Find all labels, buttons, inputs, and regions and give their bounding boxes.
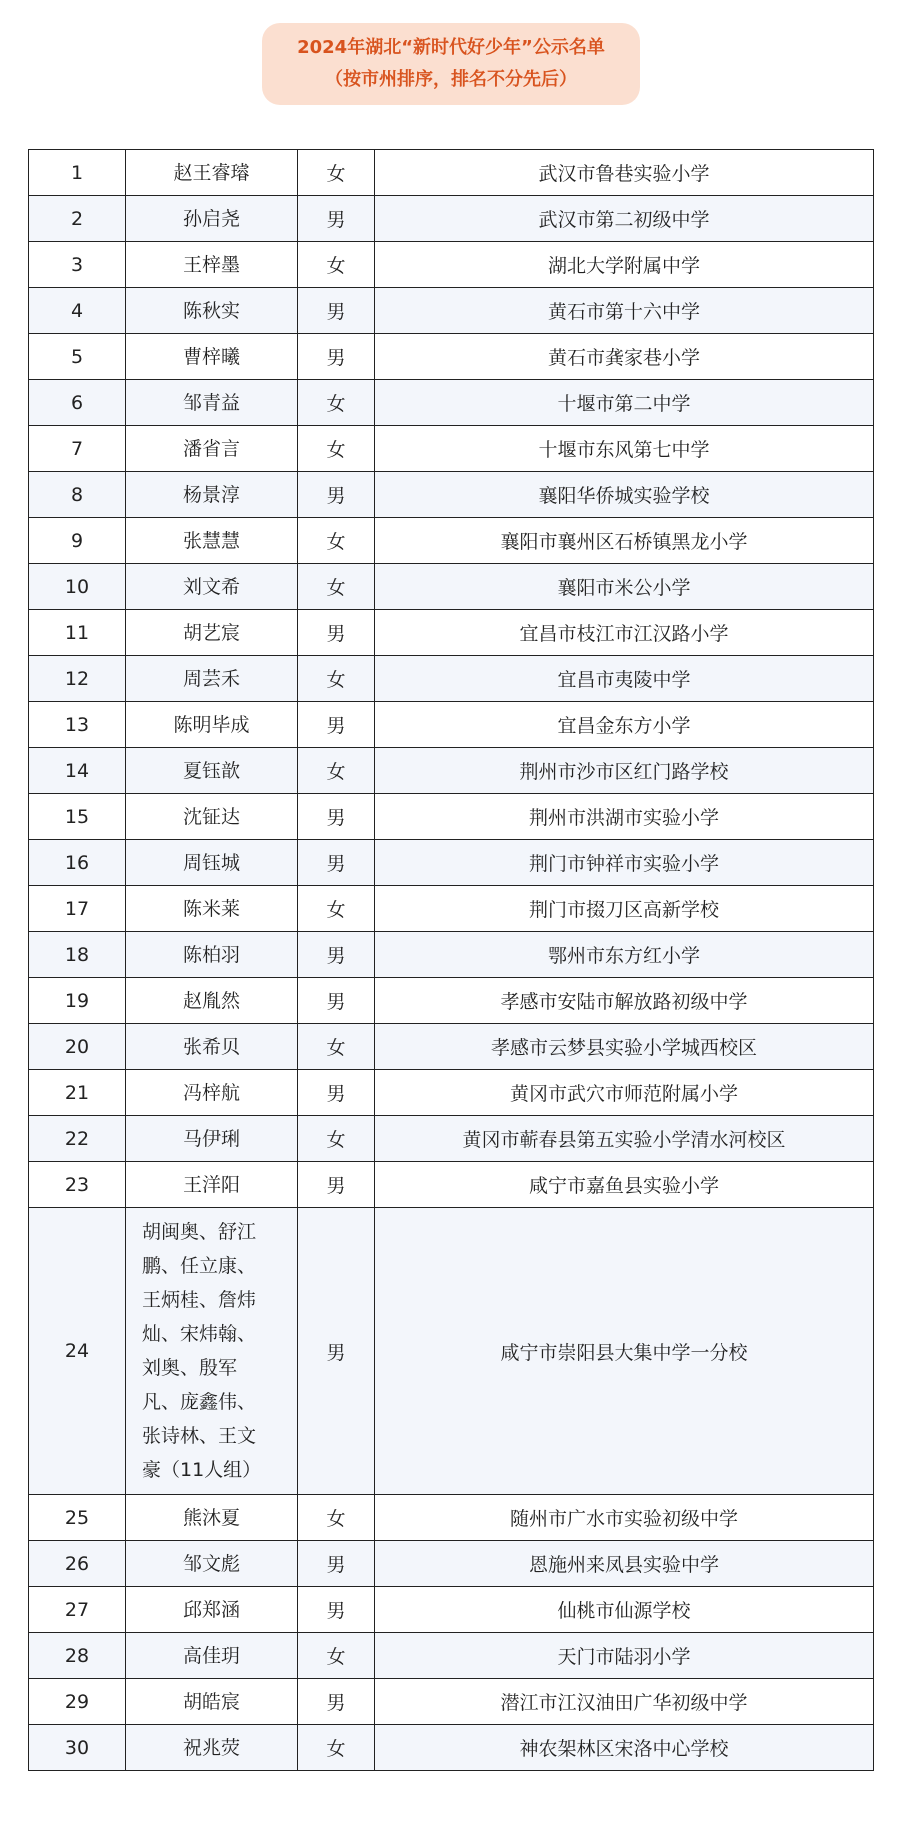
student-school: 仙桃市仙源学校 bbox=[375, 1587, 874, 1633]
table-row bbox=[29, 656, 874, 702]
student-gender: 女 bbox=[298, 380, 375, 426]
row-number: 12 bbox=[29, 656, 126, 702]
student-school: 襄阳市米公小学 bbox=[375, 564, 874, 610]
row-number: 10 bbox=[29, 564, 126, 610]
student-gender: 男 bbox=[298, 932, 375, 978]
student-school: 鄂州市东方红小学 bbox=[375, 932, 874, 978]
table-row bbox=[29, 1725, 874, 1771]
student-name-line: 灿、宋炜翰、 bbox=[142, 1323, 257, 1345]
student-gender: 男 bbox=[298, 196, 375, 242]
student-gender: 男 bbox=[298, 840, 375, 886]
table-row bbox=[29, 1633, 874, 1679]
student-gender: 女 bbox=[298, 1725, 375, 1771]
student-gender: 女 bbox=[298, 1024, 375, 1070]
table-row bbox=[29, 978, 874, 1024]
student-name: 周芸禾 bbox=[126, 656, 298, 702]
student-name: 潘省言 bbox=[126, 426, 298, 472]
student-name: 马伊琍 bbox=[126, 1116, 298, 1162]
student-name: 陈米莱 bbox=[126, 886, 298, 932]
student-school: 宜昌市枝江市江汉路小学 bbox=[375, 610, 874, 656]
row-number: 26 bbox=[29, 1541, 126, 1587]
student-gender: 女 bbox=[298, 1116, 375, 1162]
table-row bbox=[29, 426, 874, 472]
student-school: 荆门市掇刀区高新学校 bbox=[375, 886, 874, 932]
student-gender: 男 bbox=[298, 288, 375, 334]
student-name: 高佳玥 bbox=[126, 1633, 298, 1679]
student-name: 周钰城 bbox=[126, 840, 298, 886]
row-number: 19 bbox=[29, 978, 126, 1024]
row-number: 22 bbox=[29, 1116, 126, 1162]
row-number: 6 bbox=[29, 380, 126, 426]
student-name: 陈秋实 bbox=[126, 288, 298, 334]
student-school: 天门市陆羽小学 bbox=[375, 1633, 874, 1679]
student-name: 邹青益 bbox=[126, 380, 298, 426]
roster-table bbox=[28, 149, 874, 1771]
page-title: 2024年湖北“新时代好少年”公示名单 bbox=[297, 37, 605, 58]
student-school: 襄阳市襄州区石桥镇黑龙小学 bbox=[375, 518, 874, 564]
student-gender: 女 bbox=[298, 150, 375, 196]
student-school: 黄石市第十六中学 bbox=[375, 288, 874, 334]
student-name-line: 张诗林、王文 bbox=[142, 1425, 257, 1447]
student-gender: 男 bbox=[298, 1208, 375, 1495]
student-school: 孝感市云梦县实验小学城西校区 bbox=[375, 1024, 874, 1070]
student-gender: 女 bbox=[298, 564, 375, 610]
student-school: 十堰市东风第七中学 bbox=[375, 426, 874, 472]
student-name: 杨景淳 bbox=[126, 472, 298, 518]
student-gender: 女 bbox=[298, 656, 375, 702]
student-gender: 女 bbox=[298, 748, 375, 794]
table-row bbox=[29, 1070, 874, 1116]
student-name: 沈钲达 bbox=[126, 794, 298, 840]
row-number: 4 bbox=[29, 288, 126, 334]
student-school: 神农架林区宋洛中心学校 bbox=[375, 1725, 874, 1771]
student-name: 孙启尧 bbox=[126, 196, 298, 242]
student-name-line: 王炳桂、詹炜 bbox=[142, 1289, 257, 1311]
row-number: 11 bbox=[29, 610, 126, 656]
row-number: 18 bbox=[29, 932, 126, 978]
student-name bbox=[126, 1208, 298, 1495]
roster-body bbox=[29, 150, 874, 1771]
table-row bbox=[29, 748, 874, 794]
table-row bbox=[29, 1208, 874, 1495]
row-number: 29 bbox=[29, 1679, 126, 1725]
student-gender: 女 bbox=[298, 1633, 375, 1679]
student-gender: 男 bbox=[298, 1541, 375, 1587]
table-row bbox=[29, 1541, 874, 1587]
table-row bbox=[29, 840, 874, 886]
student-school: 十堰市第二中学 bbox=[375, 380, 874, 426]
student-name: 张希贝 bbox=[126, 1024, 298, 1070]
table-row bbox=[29, 1495, 874, 1541]
student-gender: 男 bbox=[298, 334, 375, 380]
student-gender: 女 bbox=[298, 886, 375, 932]
table-row bbox=[29, 1162, 874, 1208]
student-school: 孝感市安陆市解放路初级中学 bbox=[375, 978, 874, 1024]
table-row bbox=[29, 1679, 874, 1725]
student-gender: 男 bbox=[298, 472, 375, 518]
student-gender: 男 bbox=[298, 1162, 375, 1208]
student-school: 宜昌金东方小学 bbox=[375, 702, 874, 748]
student-gender: 男 bbox=[298, 702, 375, 748]
student-name: 陈明毕成 bbox=[126, 702, 298, 748]
student-name: 夏钰歆 bbox=[126, 748, 298, 794]
student-name: 祝兆荧 bbox=[126, 1725, 298, 1771]
row-number: 30 bbox=[29, 1725, 126, 1771]
student-school: 湖北大学附属中学 bbox=[375, 242, 874, 288]
student-name: 王梓墨 bbox=[126, 242, 298, 288]
student-school: 武汉市鲁巷实验小学 bbox=[375, 150, 874, 196]
student-gender: 男 bbox=[298, 1587, 375, 1633]
page-subtitle: （按市州排序，排名不分先后） bbox=[325, 69, 577, 90]
row-number: 27 bbox=[29, 1587, 126, 1633]
row-number: 21 bbox=[29, 1070, 126, 1116]
student-school: 潜江市江汉油田广华初级中学 bbox=[375, 1679, 874, 1725]
student-name-line: 凡、庞鑫伟、 bbox=[142, 1391, 257, 1413]
table-row bbox=[29, 1587, 874, 1633]
row-number: 3 bbox=[29, 242, 126, 288]
row-number: 17 bbox=[29, 886, 126, 932]
student-school: 荆门市钟祥市实验小学 bbox=[375, 840, 874, 886]
table-row bbox=[29, 610, 874, 656]
student-school: 荆州市沙市区红门路学校 bbox=[375, 748, 874, 794]
student-name: 邹文彪 bbox=[126, 1541, 298, 1587]
table-row bbox=[29, 564, 874, 610]
student-name-line: 胡闽奥、舒江 bbox=[142, 1221, 257, 1243]
student-gender: 男 bbox=[298, 610, 375, 656]
student-name: 赵王睿璿 bbox=[126, 150, 298, 196]
student-name: 胡皓宸 bbox=[126, 1679, 298, 1725]
table-row bbox=[29, 1024, 874, 1070]
row-number: 15 bbox=[29, 794, 126, 840]
student-name-line: 鹏、任立康、 bbox=[142, 1255, 257, 1277]
table-row bbox=[29, 196, 874, 242]
student-name: 王洋阳 bbox=[126, 1162, 298, 1208]
table-row bbox=[29, 334, 874, 380]
table-row bbox=[29, 150, 874, 196]
student-school: 黄石市龚家巷小学 bbox=[375, 334, 874, 380]
student-school: 咸宁市嘉鱼县实验小学 bbox=[375, 1162, 874, 1208]
student-gender: 男 bbox=[298, 978, 375, 1024]
row-number: 2 bbox=[29, 196, 126, 242]
student-gender: 男 bbox=[298, 794, 375, 840]
student-name: 曹梓曦 bbox=[126, 334, 298, 380]
row-number: 28 bbox=[29, 1633, 126, 1679]
student-school: 襄阳华侨城实验学校 bbox=[375, 472, 874, 518]
row-number: 23 bbox=[29, 1162, 126, 1208]
table-row bbox=[29, 518, 874, 564]
row-number: 25 bbox=[29, 1495, 126, 1541]
table-row bbox=[29, 380, 874, 426]
student-name-line: 豪（11人组） bbox=[142, 1459, 262, 1481]
student-name: 赵胤然 bbox=[126, 978, 298, 1024]
student-school: 武汉市第二初级中学 bbox=[375, 196, 874, 242]
row-number: 7 bbox=[29, 426, 126, 472]
table-row bbox=[29, 242, 874, 288]
student-gender: 女 bbox=[298, 426, 375, 472]
student-name: 张慧慧 bbox=[126, 518, 298, 564]
student-gender: 女 bbox=[298, 1495, 375, 1541]
student-name-line: 刘奥、殷军 bbox=[142, 1357, 238, 1379]
student-gender: 男 bbox=[298, 1070, 375, 1116]
student-school: 荆州市洪湖市实验小学 bbox=[375, 794, 874, 840]
student-name: 冯梓航 bbox=[126, 1070, 298, 1116]
table-row bbox=[29, 702, 874, 748]
student-school: 黄冈市武穴市师范附属小学 bbox=[375, 1070, 874, 1116]
student-name: 邱郑涵 bbox=[126, 1587, 298, 1633]
student-school: 恩施州来凤县实验中学 bbox=[375, 1541, 874, 1587]
student-name: 陈柏羽 bbox=[126, 932, 298, 978]
table-row bbox=[29, 932, 874, 978]
student-school: 黄冈市蕲春县第五实验小学清水河校区 bbox=[375, 1116, 874, 1162]
table-row bbox=[29, 472, 874, 518]
row-number: 20 bbox=[29, 1024, 126, 1070]
table-row bbox=[29, 886, 874, 932]
row-number: 5 bbox=[29, 334, 126, 380]
row-number: 13 bbox=[29, 702, 126, 748]
student-name: 刘文希 bbox=[126, 564, 298, 610]
table-row bbox=[29, 1116, 874, 1162]
student-gender: 男 bbox=[298, 1679, 375, 1725]
title-banner bbox=[262, 23, 640, 105]
student-school: 随州市广水市实验初级中学 bbox=[375, 1495, 874, 1541]
student-gender: 女 bbox=[298, 242, 375, 288]
row-number: 14 bbox=[29, 748, 126, 794]
table-row bbox=[29, 794, 874, 840]
row-number: 9 bbox=[29, 518, 126, 564]
row-number: 1 bbox=[29, 150, 126, 196]
student-gender: 女 bbox=[298, 518, 375, 564]
row-number: 8 bbox=[29, 472, 126, 518]
student-name: 熊沐夏 bbox=[126, 1495, 298, 1541]
student-name: 胡艺宸 bbox=[126, 610, 298, 656]
row-number: 16 bbox=[29, 840, 126, 886]
table-row bbox=[29, 288, 874, 334]
student-school: 咸宁市崇阳县大集中学一分校 bbox=[375, 1208, 874, 1495]
row-number: 24 bbox=[29, 1208, 126, 1495]
student-school: 宜昌市夷陵中学 bbox=[375, 656, 874, 702]
